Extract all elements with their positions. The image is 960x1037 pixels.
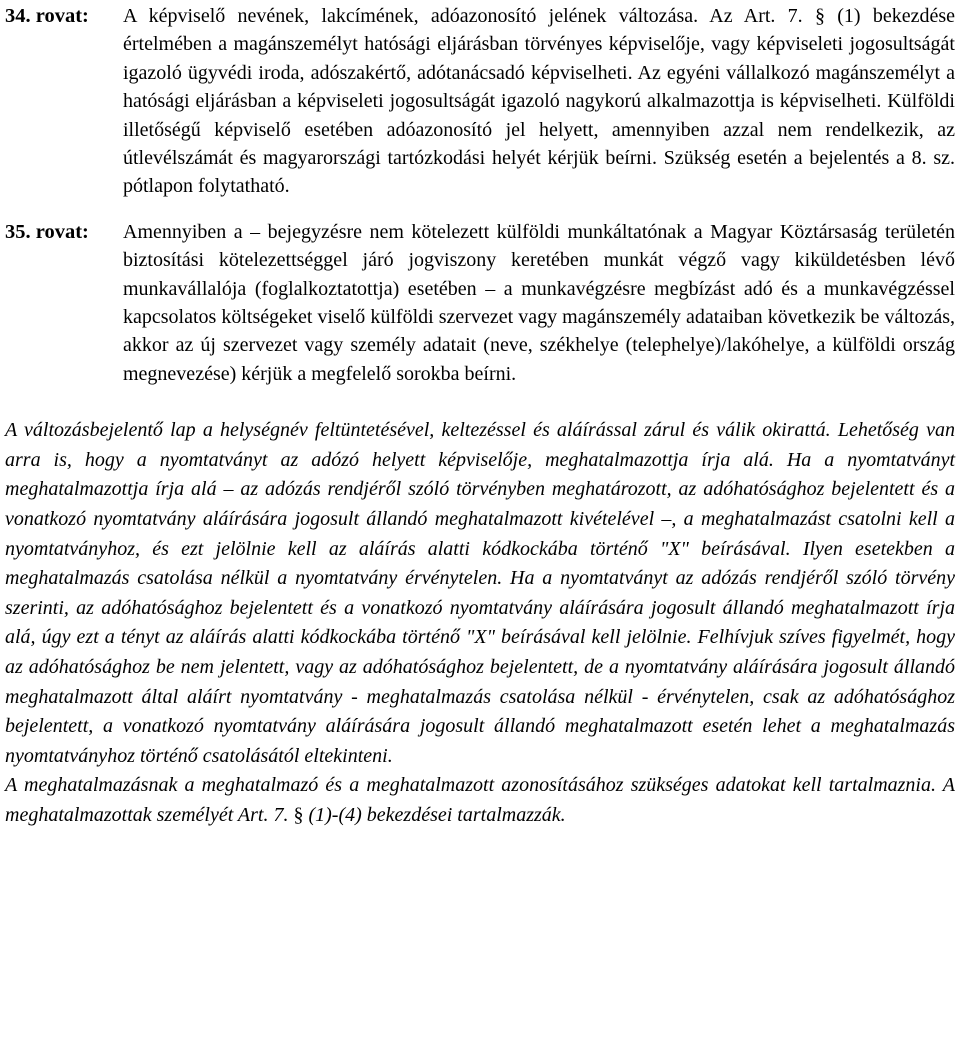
section-spacer [5, 201, 955, 216]
note-paragraph-2 [5, 771, 955, 830]
section-35-label: 35. rovat: [5, 220, 89, 243]
note-paragraph-2-tail: (1)-(4) bekezdései tartalmazzák. [308, 804, 566, 826]
signature-note [5, 416, 955, 830]
section-34 [5, 2, 955, 201]
section-35 [5, 218, 955, 388]
document-page [5, 0, 955, 831]
note-paragraph-1-lead: A változásbejelentő lap a helységnév feltüntetésével, keltezéssel és aláírással zárul és válik okirattá. [5, 419, 831, 442]
note-paragraph-2-lead: A meghatalmazásnak a meghatalmazó és a meghatalmazott azonosításához szükséges adatokat kell tartalmaznia. A meghatalmazottak személyét Art. 7. [5, 774, 955, 826]
section-34-label: 34. rovat: [5, 5, 89, 27]
section-34-text: A képviselő nevének, lakcímének, adóazonosító jelének változása. Az Art. 7. § (1) bekezdése értelmében a magánszemélyt hatósági eljárásban törvényes képviselője, vagy képviseleti jogosultságát igazoló ügyvédi iroda, adószakértő, adótanácsadó képviselheti. Az egyéni vállalkozó magánszemélyt a hatósági eljárásban a képviseleti jogosultságát igazoló nagykorú alkalmazottja is képviselheti. Külföldi illetőségű képviselő esetében adóazonosító jel helyett, amennyiben azzal nem rendelkezik, az útlevélszámát és magyarországi tartózkodási helyét kérjük beírni. Szükség esetén a bejelentés a 8. sz. pótlapon folytatható. [123, 5, 955, 198]
note-paragraph-1 [5, 416, 955, 771]
section-sign: § [293, 804, 304, 826]
section-35-text: Amennyiben a – bejegyzésre nem kötelezett külföldi munkáltatónak a Magyar Köztársaság területén biztosítási kötelezettséggel járó jogviszony keretében munkát végző vagy kiküldetésben lévő munkavállalója (foglalkoztatottja) esetében – a munkavégzésre megbízást adó és a munkavégzéssel kapcsolatos költségeket viselő külföldi szervezet vagy magánszemély adataiban következik be változás, akkor az új szervezet vagy személy adatait (neve, székhelye (telephelye)/lakóhelye, a külföldi ország megnevezése) kérjük a megfelelő sorokba beírni. [123, 220, 955, 385]
note-paragraph-1-body: Lehetőség van arra is, hogy a nyomtatványt az adózó helyett képviselője, meghatalmazottja írja alá. Ha a nyomtatványt meghatalmazottja írja alá – az adózás rendjéről szóló törvényben meghatározott, az adóhatósághoz bejelentett és a vonatkozó nyomtatvány aláírására jogosult állandó meghatalmazott kivételével –, a meghatalmazást csatolni kell a nyomtatványhoz, és ezt jelölnie kell az aláírás alatti kódkockába történő "X" beírásával. Ilyen esetekben a meghatalmazás csatolása nélkül a nyomtatvány érvénytelen. Ha a nyomtatványt az adózás rendjéről szóló törvény szerinti, az adóhatósághoz bejelentett és a vonatkozó nyomtatvány aláírására jogosult állandó meghatalmazott írja alá, úgy ezt a tényt az aláírás alatti kódkockába történő "X" beírásával kell jelölnie. Felhívjuk szíves figyelmét, hogy az adóhatósághoz be nem jelentett, vagy az adóhatósághoz bejelentett, de a nyomtatvány aláírására jogosult állandó meghatalmazott által aláírt nyomtatvány - meghatalmazás csatolása nélkül - érvénytelen, csak az adóhatósághoz bejelentett, a vonatkozó nyomtatvány aláírására jogosult állandó meghatalmazott esetén lehet a meghatalmazás nyomtatványhoz történő csatolásától eltekinteni. [5, 419, 955, 767]
